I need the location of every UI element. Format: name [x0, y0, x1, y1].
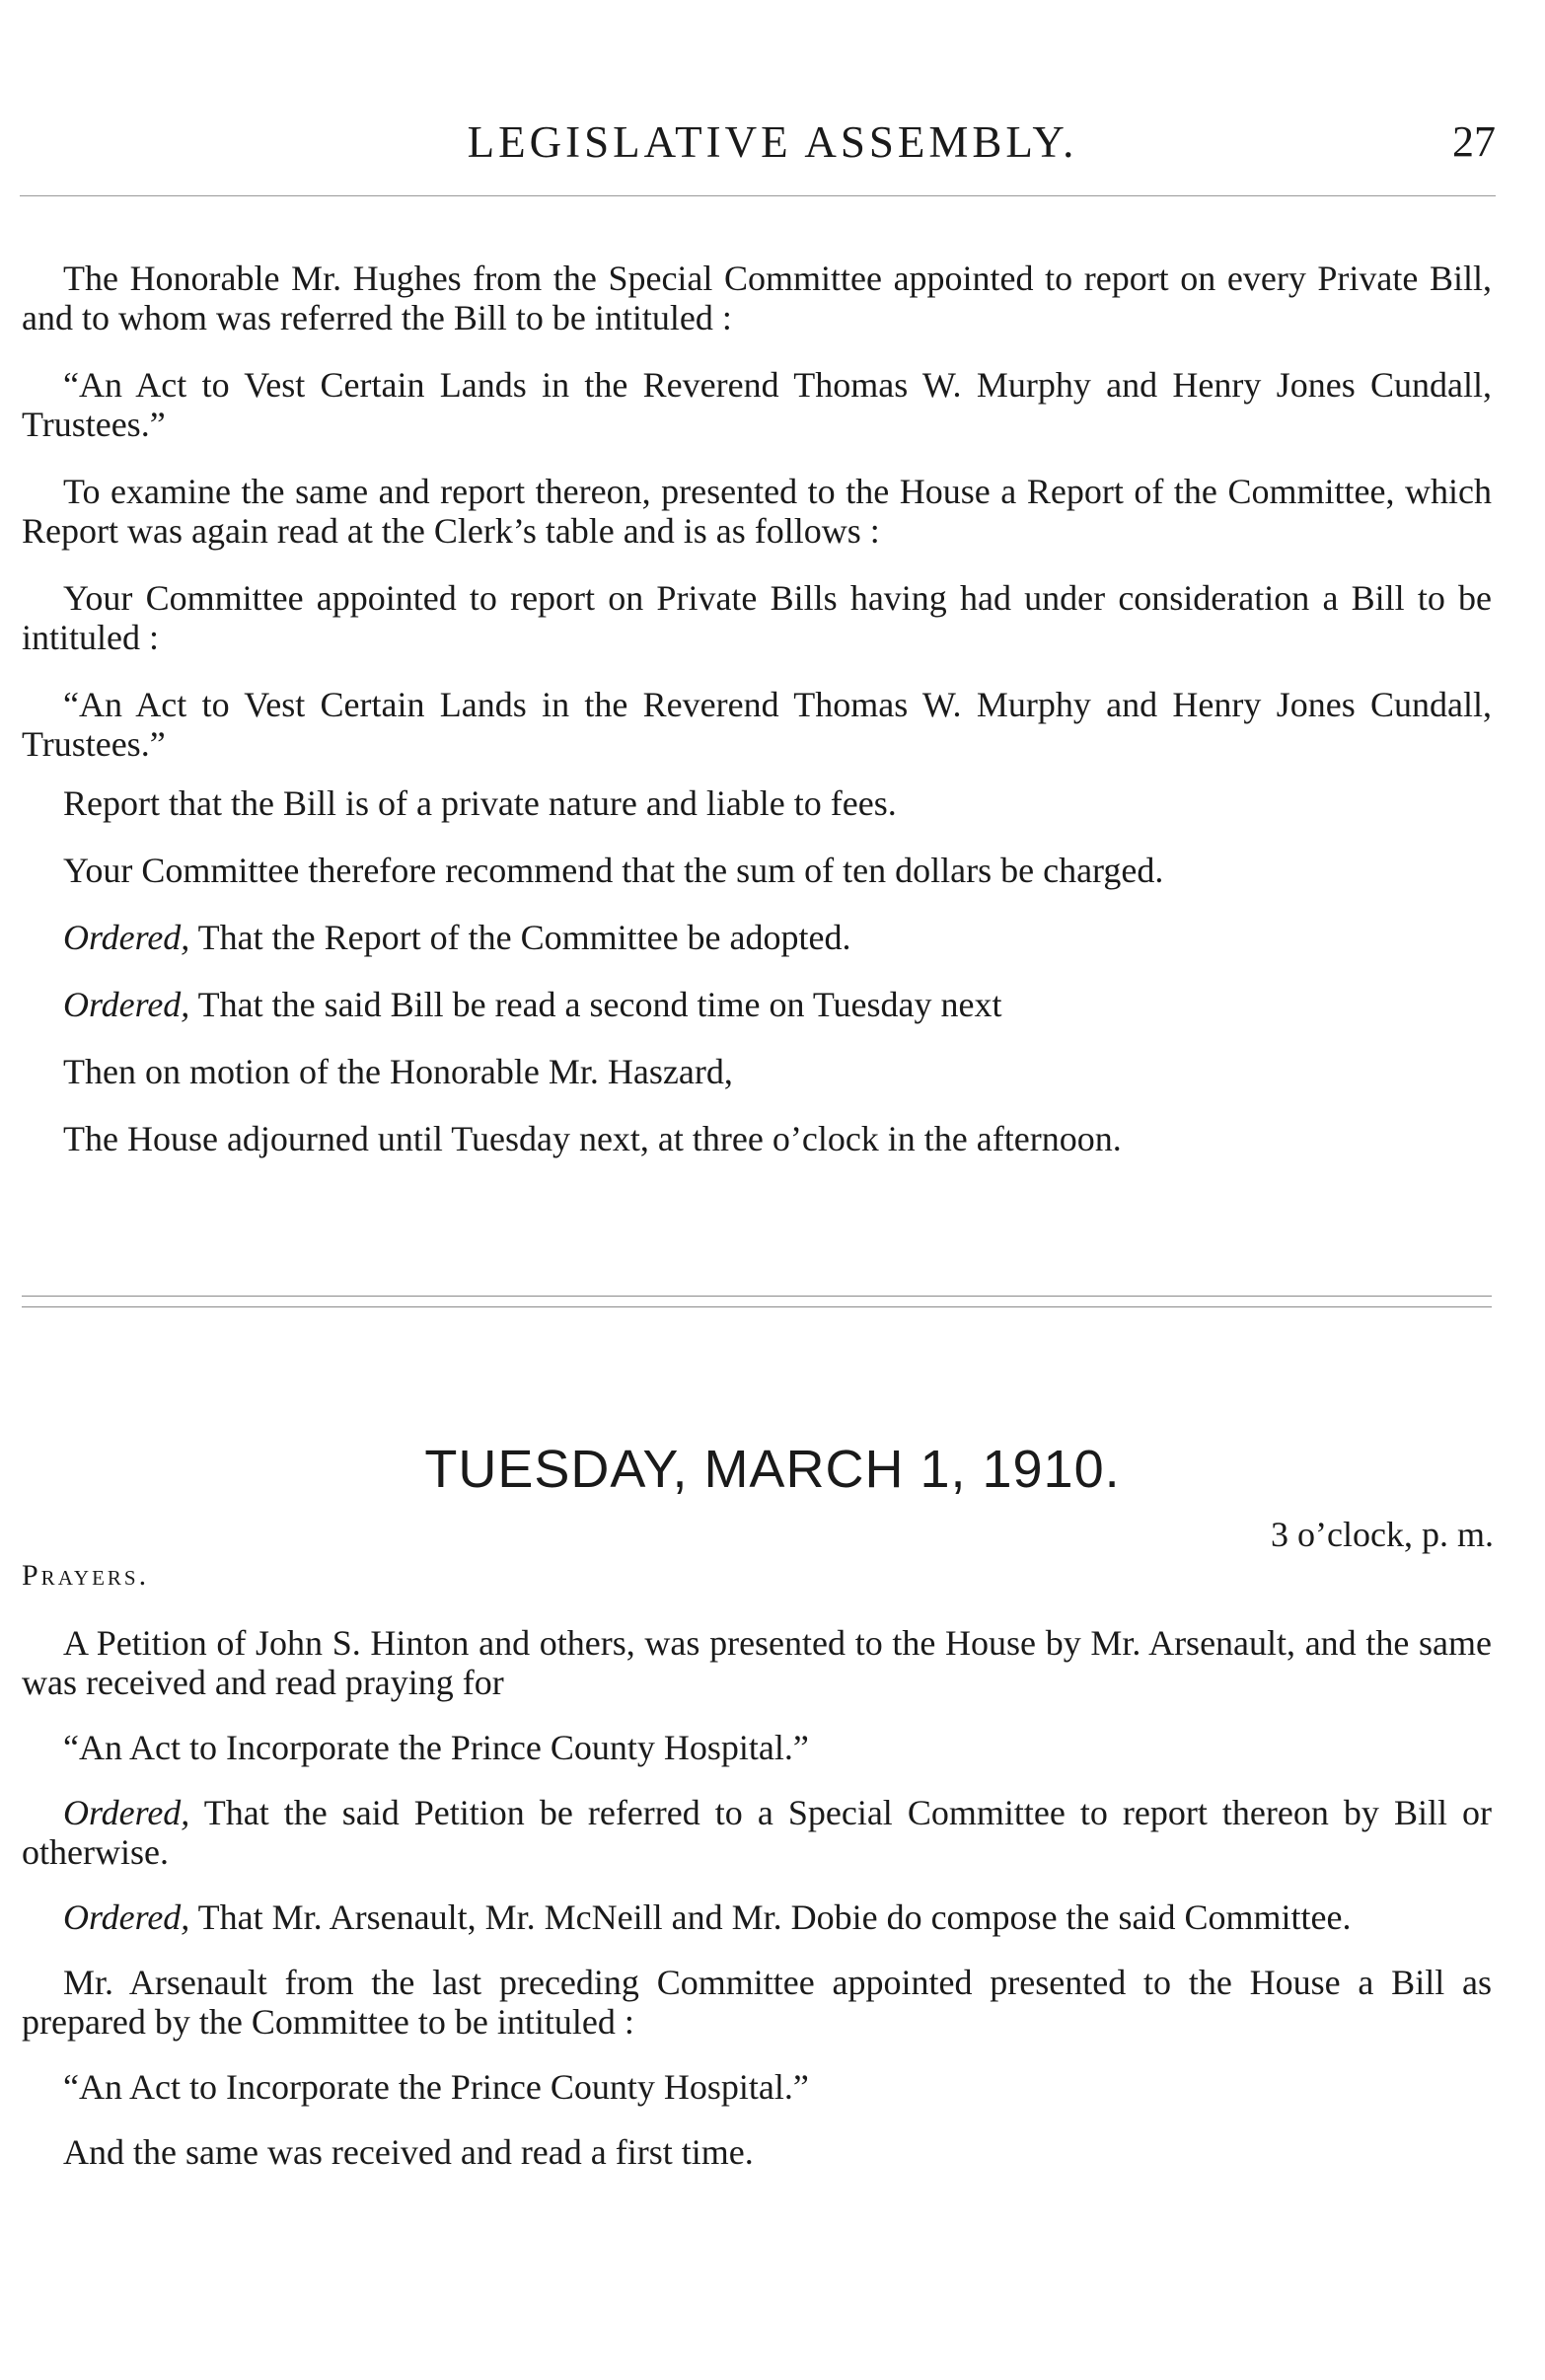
paragraph-first-reading: And the same was received and read a first time. — [63, 2132, 754, 2172]
paragraph-committee-intro: The Honorable Mr. Hughes from the Special Committee appointed to report on every Private Bill, and to whom was referred the Bill to be intituled : — [22, 259, 1492, 337]
paragraph-act-title-repeat: “An Act to Vest Certain Lands in the Reverend Thomas W. Murphy and Henry Jones Cundall, Trustees.” — [22, 685, 1492, 764]
ordered-label: Ordered, — [63, 1793, 190, 1832]
paragraph-ordered-second-reading — [22, 985, 1492, 1024]
paragraph-act-title: “An Act to Vest Certain Lands in the Reverend Thomas W. Murphy and Henry Jones Cundall, Trustees.” — [22, 365, 1492, 444]
paragraph-committee-report: Your Committee appointed to report on Private Bills having had under consideration a Bill to be intituled : — [22, 578, 1492, 657]
ordered-label: Ordered, — [63, 985, 190, 1024]
paragraph-ordered-adopted — [22, 918, 1492, 957]
paragraph-motion: Then on motion of the Honorable Mr. Haszard, — [63, 1052, 733, 1091]
paragraph-ordered-compose — [22, 1897, 1492, 1937]
paragraph-examine: To examine the same and report thereon, presented to the House a Report of the Committee, which Report was again read at the Clerk’s table and is as follows : — [22, 472, 1492, 551]
date-heading: TUESDAY, MARCH 1, 1910. — [424, 1440, 1121, 1499]
paragraph-ordered-refer — [22, 1793, 1492, 1872]
paragraph-committee-bill: Mr. Arsenault from the last preceding Committee appointed presented to the House a Bill as prepared by the Committee to be intituled : — [22, 1963, 1492, 2042]
ordered-label: Ordered, — [63, 1897, 190, 1937]
paragraph-act-title: “An Act to Incorporate the Prince County Hospital.” — [63, 1728, 809, 1767]
paragraph-act-title-repeat: “An Act to Incorporate the Prince County Hospital.” — [63, 2067, 809, 2107]
ordered-text: That the said Petition be referred to a Special Committee to report thereon by Bill or otherwise. — [22, 1793, 1492, 1872]
paragraph-private-nature: Report that the Bill is of a private nature and liable to fees. — [63, 783, 897, 823]
proceedings-section-1 — [22, 259, 1492, 1186]
ordered-text: That the said Bill be read a second time on Tuesday next — [197, 985, 1002, 1024]
ordered-label: Ordered, — [63, 918, 190, 957]
ordered-text: That Mr. Arsenault, Mr. McNeill and Mr. Dobie do compose the said Committee. — [197, 1897, 1352, 1937]
proceedings-section-2 — [22, 1623, 1492, 2197]
section-divider — [22, 1296, 1492, 1307]
session-time: 3 o’clock, p. m. — [1271, 1515, 1494, 1554]
running-head — [0, 116, 1545, 166]
paragraph-recommend-fee: Your Committee therefore recommend that the sum of ten dollars be charged. — [63, 851, 1164, 890]
running-title: LEGISLATIVE ASSEMBLY. — [467, 117, 1078, 167]
prayers-label: Prayers. — [22, 1559, 150, 1592]
header-rule — [20, 195, 1496, 196]
ordered-text: That the Report of the Committee be adopted. — [197, 918, 851, 957]
paragraph-adjourned: The House adjourned until Tuesday next, at three o’clock in the afternoon. — [63, 1119, 1122, 1158]
paragraph-petition: A Petition of John S. Hinton and others, was presented to the House by Mr. Arsenault, and the same was received and read praying for — [22, 1623, 1492, 1702]
page-number: 27 — [1452, 117, 1496, 166]
